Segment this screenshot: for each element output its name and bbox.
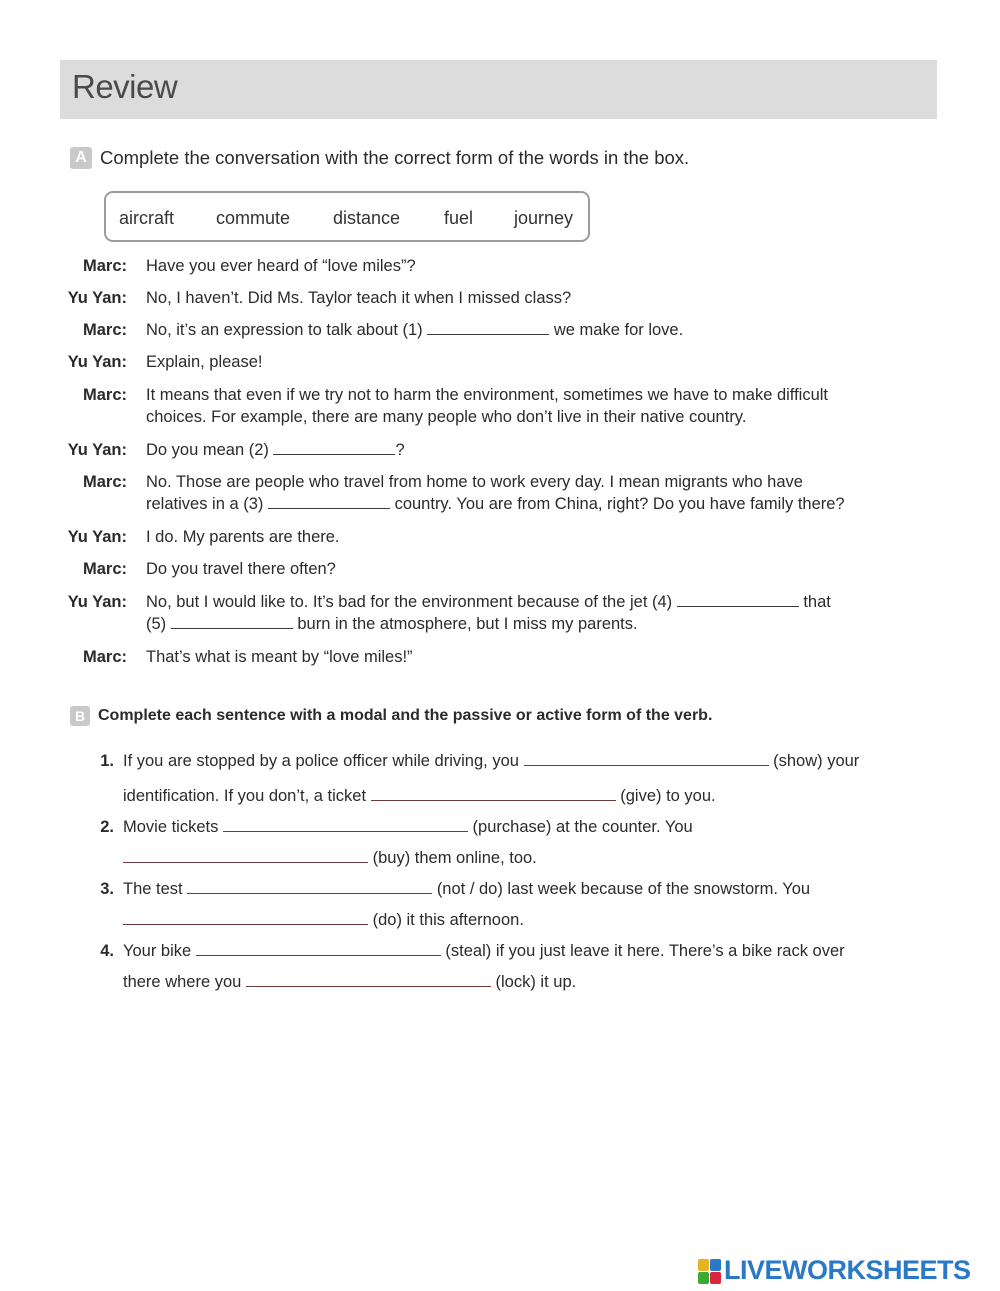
dialogue-text xyxy=(146,493,906,515)
dialogue-text xyxy=(146,591,906,613)
answer-blank[interactable] xyxy=(123,910,368,925)
dialogue-text-after: that xyxy=(803,593,831,611)
speaker-label: Yu Yan: xyxy=(67,353,127,371)
word-box-item: fuel xyxy=(444,208,474,228)
item-text xyxy=(123,940,845,962)
dialogue-text xyxy=(146,613,906,635)
answer-blank[interactable] xyxy=(187,879,432,894)
answer-blank[interactable] xyxy=(246,972,491,987)
word-box-item: journey xyxy=(514,208,574,228)
item-text xyxy=(123,909,524,931)
dialogue-text: Do you travel there often? xyxy=(146,560,336,578)
speaker-label: Yu Yan: xyxy=(67,593,127,611)
dialogue-text-after: we make for love. xyxy=(553,321,684,339)
blank-4[interactable] xyxy=(677,592,799,607)
blank-2[interactable] xyxy=(273,440,395,455)
item-text-part: Movie tickets xyxy=(123,818,219,836)
section-a-heading xyxy=(70,147,689,169)
speaker-label: Marc: xyxy=(82,648,127,666)
section-b-heading xyxy=(70,706,712,726)
dialogue-text-after: burn in the atmosphere, but I miss my parents. xyxy=(297,615,638,633)
blank-3[interactable] xyxy=(268,494,390,509)
item-text xyxy=(123,847,537,869)
item-text-part: (give) to you. xyxy=(620,787,716,805)
item-text-part: (lock) it up. xyxy=(495,973,577,991)
dialogue-text-before: No, but I would like to. It’s bad for the environment because of the jet (4) xyxy=(146,593,673,611)
speaker-label: Marc: xyxy=(82,257,127,275)
logo-square xyxy=(710,1272,721,1284)
logo-text: LIVEWORKSHEETS xyxy=(724,1255,971,1285)
title-bar xyxy=(60,60,937,119)
word-box-item: distance xyxy=(333,208,401,228)
answer-blank[interactable] xyxy=(123,848,368,863)
logo-square xyxy=(698,1272,709,1284)
item-text-part: (not / do) last week because of the snowstorm. You xyxy=(436,880,811,898)
item-text-part: (show) your xyxy=(773,752,860,770)
answer-blank[interactable] xyxy=(223,817,468,832)
item-text-part: (buy) them online, too. xyxy=(372,849,537,867)
dialogue-text-before: Do you mean (2) xyxy=(146,441,269,459)
item-text-part: identification. If you don’t, a ticket xyxy=(123,787,367,805)
speaker-label: Marc: xyxy=(82,386,127,404)
logo-square xyxy=(698,1259,709,1271)
logo-square xyxy=(710,1259,721,1271)
item-number: 1. xyxy=(100,752,114,770)
item-text-part: Your bike xyxy=(123,942,192,960)
speaker-label: Yu Yan: xyxy=(67,289,127,307)
dialogue-text: I do. My parents are there. xyxy=(146,528,340,546)
section-b-instruction: Complete each sentence with a modal and the passive or active form of the verb. xyxy=(98,707,713,724)
item-text-part: (steal) if you just leave it here. There’s a bike rack over xyxy=(445,942,845,960)
blank-1[interactable] xyxy=(427,320,549,335)
item-number: 3. xyxy=(100,880,114,898)
item-text-part: The test xyxy=(123,880,183,898)
speaker-label: Marc: xyxy=(82,321,127,339)
section-a-badge: A xyxy=(70,147,92,169)
speaker-label: Yu Yan: xyxy=(67,441,127,459)
dialogue-text: That’s what is meant by “love miles!” xyxy=(146,648,413,666)
word-box-item: aircraft xyxy=(119,208,175,228)
item-text-part: If you are stopped by a police officer while driving, you xyxy=(123,752,519,770)
word-box xyxy=(104,191,590,242)
speaker-label: Marc: xyxy=(82,473,127,491)
answer-blank[interactable] xyxy=(196,941,441,956)
dialogue-text-before: relatives in a (3) xyxy=(146,495,264,513)
dialogue-text-after: country. You are from China, right? Do you have family there? xyxy=(394,495,845,513)
dialogue-text: No. Those are people who travel from home to work every day. I mean migrants who have xyxy=(146,473,803,491)
section-a-instruction: Complete the conversation with the correct form of the words in the box. xyxy=(100,147,690,168)
dialogue-text-before: (5) xyxy=(146,615,167,633)
section-b-badge: B xyxy=(70,706,90,726)
item-text xyxy=(123,785,716,807)
answer-blank[interactable] xyxy=(371,786,616,801)
page-title: Review xyxy=(72,68,178,105)
word-box-item: commute xyxy=(216,208,291,228)
dialogue-text: choices. For example, there are many people who don’t live in their native country. xyxy=(146,408,747,426)
item-text xyxy=(123,816,693,838)
speaker-label: Yu Yan: xyxy=(67,528,127,546)
answer-blank[interactable] xyxy=(524,751,769,766)
item-text xyxy=(123,878,810,900)
item-text-part: (do) it this afternoon. xyxy=(372,911,524,929)
speaker-label: Marc: xyxy=(82,560,127,578)
item-number: 2. xyxy=(100,818,114,836)
dialogue-text-before: No, it’s an expression to talk about (1) xyxy=(146,321,423,339)
dialogue-text: It means that even if we try not to harm the environment, sometimes we have to make difficult xyxy=(146,386,829,404)
item-number: 4. xyxy=(100,942,114,960)
item-text-part: there where you xyxy=(123,973,242,991)
item-text-part: (purchase) at the counter. You xyxy=(472,818,693,836)
item-text xyxy=(123,750,859,772)
item-text xyxy=(123,971,576,993)
liveworksheets-logo[interactable] xyxy=(698,1255,971,1286)
dialogue-text-after: ? xyxy=(395,441,405,459)
dialogue-text: Explain, please! xyxy=(146,353,263,371)
dialogue-text xyxy=(146,439,906,461)
dialogue-text xyxy=(146,319,906,341)
logo-grid-icon xyxy=(698,1259,720,1283)
blank-5[interactable] xyxy=(171,614,293,629)
dialogue-text: Have you ever heard of “love miles”? xyxy=(146,257,416,275)
dialogue-text: No, I haven’t. Did Ms. Taylor teach it when I missed class? xyxy=(146,289,572,307)
